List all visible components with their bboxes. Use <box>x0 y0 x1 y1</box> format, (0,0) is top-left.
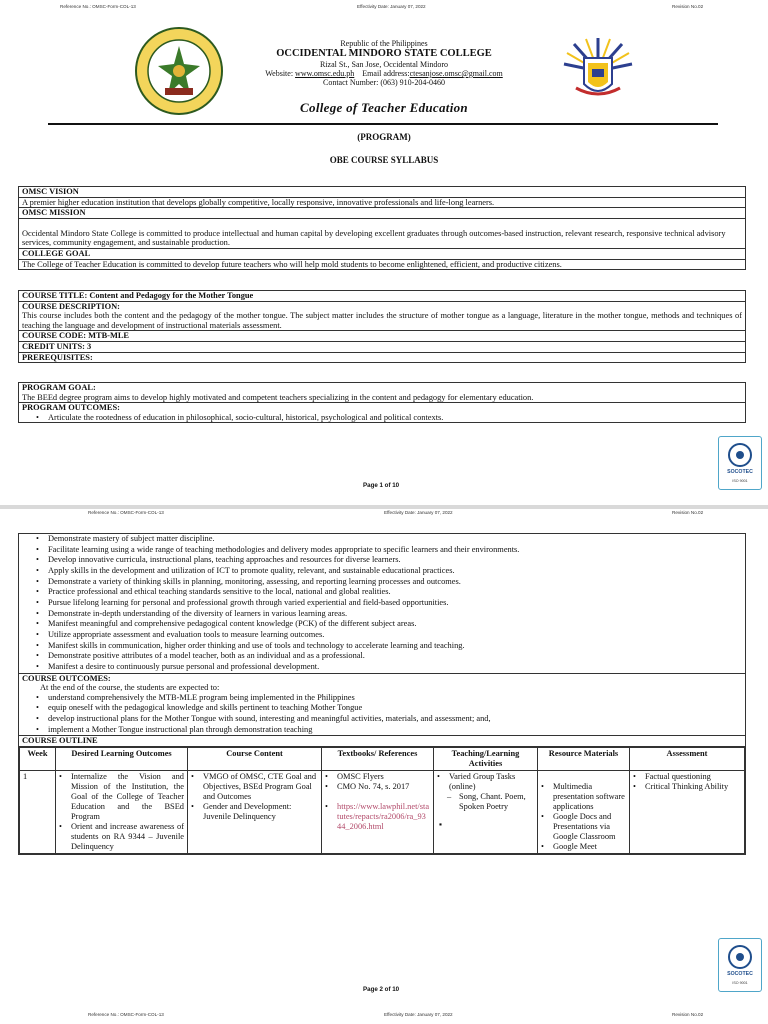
column-header: Desired Learning Outcomes <box>56 747 188 770</box>
activity-sub-item: – Song, Chant. Poem, Spoken Poetry <box>447 791 526 811</box>
content-item: • VMGO of OMSC, CTE Goal and Objectives, BSEd Program Goal and Outcomes <box>191 772 318 802</box>
program-outcome-item: • Manifest meaningful and comprehensive pedagogical content knowledge (PCK) of the different subject areas. <box>36 619 742 630</box>
column-header: Assessment <box>630 747 745 770</box>
table-row <box>20 770 745 853</box>
program-outcome-item: • Demonstrate mastery of subject matter discipline. <box>36 534 742 545</box>
svg-text:ISO 9001: ISO 9001 <box>732 981 748 985</box>
course-outcomes-label: COURSE OUTCOMES: <box>22 673 111 683</box>
credit-units: CREDIT UNITS: 3 <box>19 342 745 353</box>
program-outcomes-continued <box>19 534 745 674</box>
document-title: OBE COURSE SYLLABUS <box>329 155 439 165</box>
activity-item: • Varied Group Tasks (online) <box>437 772 534 792</box>
program-outcome-item: • Apply skills in the development and utilization of ICT to promote quality, relevant, and sustainable educational practices. <box>36 566 742 577</box>
cert-standard: ISO 9001 <box>732 479 748 483</box>
program-goal-text: The BEEd degree program aims to develop highly motivated and competent teachers specializing in the content and pedagogy for elementary education. <box>22 392 534 402</box>
program-outcome-item: • Manifest a desire to continuously pursue personal and professional development. <box>36 662 742 673</box>
reference-item: • OMSC Flyers <box>325 772 430 782</box>
dlo-cell <box>56 770 188 853</box>
program-outcomes-label: PROGRAM OUTCOMES: <box>22 403 120 413</box>
mission-label: OMSC MISSION <box>19 208 745 219</box>
course-outcome-item: • understand comprehensively the MTB-MLE program being implemented in the Philippines <box>36 693 742 704</box>
program-outcome-item: • Develop innovative curricula, instructional plans, teaching approaches and resources for diverse learners. <box>36 555 742 566</box>
column-header: Teaching/Learning Activities <box>434 747 538 770</box>
assessment-item: • Critical Thinking Ability <box>633 782 741 792</box>
course-title: COURSE TITLE: Content and Pedagogy for the Mother Tongue <box>19 291 745 302</box>
header-rule <box>48 123 718 125</box>
program-table <box>18 382 746 423</box>
vision-label: OMSC VISION <box>19 187 745 198</box>
website-link[interactable]: www.omsc.edu.ph <box>295 69 355 78</box>
course-outcome-item: • implement a Mother Tongue instructional plan through demonstration teaching <box>36 725 742 736</box>
program-outcome-item: • Practice professional and ethical teaching standards sensitive to the local, national and global realities. <box>36 587 742 598</box>
vmg-table <box>18 186 746 270</box>
email-link[interactable]: ctesanjose.omsc@gmail.com <box>409 69 503 78</box>
program-outcome-item: • Pursue lifelong learning for personal and professional growth through varied experiential and field-based opportunities. <box>36 598 742 609</box>
resource-item: • Google Docs and Presentations via Google Classroom <box>541 812 626 842</box>
column-header: Week <box>20 747 56 770</box>
page-1 <box>0 0 768 506</box>
course-description-label: COURSE DESCRIPTION: <box>22 301 120 311</box>
program-outcome-item: • Demonstrate a variety of thinking skills in planning, monitoring, assessing, and reporting learning processes and outcomes. <box>36 577 742 588</box>
dlo-item: • Orient and increase awareness of students on RA 9344 – Juvenile Delinquency <box>59 822 184 852</box>
college-name: College of Teacher Education <box>300 100 468 115</box>
reference-item: • CMO No. 74, s. 2017 <box>325 782 430 792</box>
revision-no: Revision No.02 <box>672 4 704 9</box>
activities-cell: • Varied Group Tasks (online) – Song, Chant. Poem, Spoken Poetry ▪ <box>434 770 538 853</box>
content-item: • Gender and Development: Juvenile Delinquency <box>191 802 318 822</box>
course-code: COURSE CODE: MTB-MLE <box>19 331 745 342</box>
continuation-table <box>18 533 746 855</box>
course-info-table <box>18 290 746 363</box>
program-placeholder: (PROGRAM) <box>357 132 411 142</box>
week-cell: 1 <box>20 770 56 853</box>
program-goal-label: PROGRAM GOAL: <box>22 383 96 392</box>
institution-name: OCCIDENTAL MINDORO STATE COLLEGE <box>276 48 492 59</box>
page-number: Page 2 of 10 <box>363 986 400 993</box>
dlo-item: • Internalize the Vision and Mission of the Institution, the Goal of the College of Teacher Education and the BSEd Program <box>59 772 184 822</box>
program-outcome-item: • Demonstrate in-depth understanding of the diversity of learners in various learning areas. <box>36 609 742 620</box>
course-outline-label: COURSE OUTLINE <box>19 736 745 747</box>
resource-item: • Multimedia presentation software applications <box>541 782 626 812</box>
cert-brand: SOCOTEC <box>727 469 753 475</box>
course-description-block <box>19 302 745 332</box>
effectivity-date: Effectivity Date: January 07, 2022 <box>357 4 426 9</box>
course-description-text: This course includes both the content and the pedagogy of the mother tongue. The subject matter includes the structure of mother tongue as a language, literature in the mother tongue, methods and techniques of teaching the language and development of instructional materials assessment. <box>22 311 742 330</box>
course-outcomes-intro: At the end of the course, the students are expected to: <box>40 683 220 693</box>
certification-badge <box>718 436 762 490</box>
program-outcomes-block <box>19 403 745 422</box>
program-outcome-item: • Facilitate learning using a wide range of teaching methodologies and delivery modes appropriate to specific learners and their environments. <box>36 545 742 556</box>
institution-address: Rizal St., San Jose, Occidental Mindoro <box>320 60 448 69</box>
socotec-logo <box>719 939 761 991</box>
assessment-cell <box>630 770 745 853</box>
assessment-item: • Factual questioning <box>633 772 741 782</box>
svg-text:SOCOTEC: SOCOTEC <box>727 971 753 977</box>
goal-label: COLLEGE GOAL <box>19 249 745 260</box>
certification-badge <box>718 938 762 992</box>
republic-line: Republic of the Philippines <box>340 39 428 48</box>
resource-item: • Google Meet <box>541 842 626 852</box>
program-outcome-item: • Demonstrate positive attributes of a model teacher, both as an individual and as a professional. <box>36 651 742 662</box>
reference-link[interactable]: https://www.lawphil.net/statutes/repacts/ra2006/ra_9344_2006.html <box>337 801 430 831</box>
column-header: Textbooks/ References <box>322 747 434 770</box>
program-goal-block <box>19 383 745 403</box>
contact-number: Contact Number: (063) 910-204-0460 <box>323 78 445 87</box>
course-outcome-item: • equip oneself with the pedagogical knowledge and skills pertinent to teaching Mother Tongue <box>36 703 742 714</box>
program-outcome-item: • Articulate the rootedness of education in philosophical, socio-cultural, historical, psychological and political contexts. <box>36 413 742 423</box>
course-outcome-item: • develop instructional plans for the Mother Tongue with sound, interesting and meaningful activities, materials, and assessment; and, <box>36 714 742 725</box>
page-2: Reference No.: OMSC-Form-COL-13 Effectivity Date: January 07, 2022 Revision No.02 • Demonstrate mastery of subject matter discipline. • Facilitate learning using a wide range of teaching methodologies and delivery modes appropriate to specific learners and their environments. • Develop innovative curricula, instructional plans, teaching approaches and resources for diverse learners. • Apply skills in the development and utilization of ICT to promote quality, relevant, and sustainable educational practices. • Demonstrate a variety of thinking skills in planning, monitoring, assessing, and reporting learning processes and outcomes. • Practice professional and ethical teaching standards sensitive to the local, national and global realities. • Pursue lifelong learning for personal and professional growth through varied experiential and field-based opportunities. • Demonstrate in-depth understanding of the diversity of learners in various learning areas. • Manifest meaningful and comprehensive pedagogical content knowledge (PCK) of the different subject areas. • Utilize appropriate assessment and evaluation tools to measure learning outcomes. • Manifest skills in communication, higher order thinking and use of tools and technology to accelerate learning and teaching. • Demonstrate positive attributes of a model teacher, both as an individual and as a professional. • Manifest a desire to continuously pursue personal and professional development. COURSE OUTCOMES: At the end of the course, the students are expected to: • understand comprehensively the MTB-MLE program being implemented in the Philippines • equip oneself with the pedagogical knowledge and skills pertinent to teaching Mother Tongue • develop instructional plans for the Mother Tongue with sound, interesting and meaningful activities, materials, and assessment; and, • implement a Mother Tongue instructional plan through demonstration teaching COURSE OUTLINE Week Desired Learning Outcomes Course Content Textbooks/ References Teaching/Learning Activities Resource Materials Assessment 1 • Internalize the Vision and Mission of the Institution, the Goal of the College of Teacher Education and the BSEd Program • Orient and increase awareness of students on RA 9344 – Juvenile Delinquency • VMGO of OMSC, CTE Goal and Objectives, BSEd Program Goal and Outcomes • Gender and Development: Juvenile Delinquency • OMSC Flyers • CMO No. 74, s. 2017 • https://www.lawphil.net/statutes/repacts/ra2006/ra_9344_2006.html • Varied Group Tasks (online) – Song, Chant. Poem, Spoken Poetry ▪ • Multimedia presentation software applications • Google Docs and Presentations via Google Classroom • Google Meet • Factual questioning • Critical Thinking Ability Page 2 of 10 SOCOTEC ISO 9001 Reference No.: OMSC-Form-COL-13 Effectivity Date: January 07, 2022 Revision No.02 <box>0 508 768 1024</box>
program-outcome-item: • Utilize appropriate assessment and evaluation tools to measure learning outcomes. <box>36 630 742 641</box>
column-header: Resource Materials <box>538 747 630 770</box>
goal-text: The College of Teacher Education is committed to develop future teachers who will help mold students to become enlightened, efficient, and productive citizens. <box>22 259 562 269</box>
page-number: Page 1 of 10 <box>363 482 400 489</box>
course-outcomes-block <box>19 674 745 737</box>
references-cell <box>322 770 434 853</box>
course-outline-table <box>19 747 745 854</box>
reference-no: Reference No.: OMSC-Form-COL-13 <box>60 4 136 9</box>
prerequisites: PREREQUISITES: <box>22 352 93 362</box>
contact-line: Website: www.omsc.edu.ph Email address:ctesanjose.omsc@gmail.com <box>265 69 503 78</box>
socotec-logo <box>719 437 761 489</box>
resources-cell <box>538 770 630 853</box>
column-header: Course Content <box>188 747 322 770</box>
vision-text: A premier higher education institution that develops globally competitive, locally responsive, innovative professionals and life-long learners. <box>19 198 745 209</box>
content-cell <box>188 770 322 853</box>
program-outcome-item: • Manifest skills in communication, higher order thinking and use of tools and technology to accelerate learning and teaching. <box>36 641 742 652</box>
mission-text: Occidental Mindoro State College is committed to produce intellectual and human capital by developing excellent graduates through outcomes-based instruction, relevant research, responsive technical advisory services, community engagement, and sustainable production. <box>19 219 745 249</box>
